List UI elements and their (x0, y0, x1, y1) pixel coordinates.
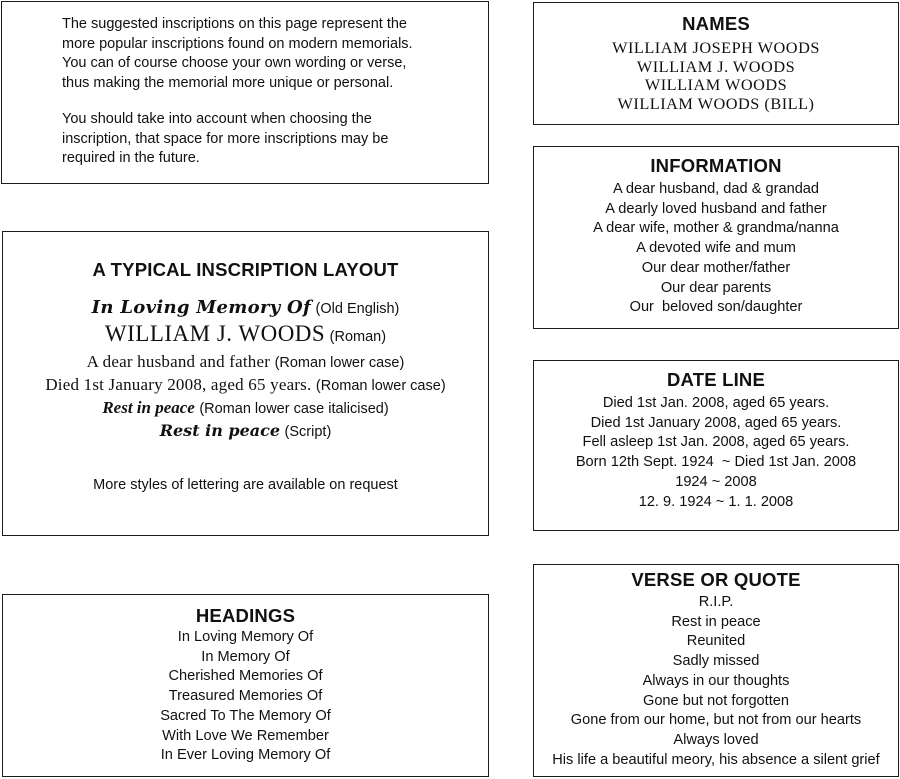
example-sample: In Loving Memory Of (91, 297, 312, 318)
list-item: Fell asleep 1st Jan. 2008, aged 65 years. (582, 434, 850, 451)
headings-list (3, 628, 488, 766)
list-item: 12. 9. 1924 ~ 1. 1. 2008 (638, 493, 794, 510)
headings-title: HEADINGS (195, 605, 296, 626)
list-item: In Memory Of (201, 648, 290, 665)
list-item: WILLIAM WOODS (644, 75, 788, 94)
list-item: Always in our thoughts (642, 672, 790, 689)
names-title: NAMES (682, 13, 750, 34)
list-item: Sadly missed (672, 653, 760, 670)
example-script (3, 420, 488, 443)
example-note: (Script) (284, 424, 332, 440)
information-list (534, 180, 898, 318)
example-roman-lower-1 (3, 351, 488, 374)
verse-or-quote-panel (533, 564, 899, 777)
list-item: WILLIAM WOODS (BILL) (617, 93, 815, 113)
intro-line: You can of course choose your own wording or verse, (62, 55, 407, 71)
intro-panel (1, 1, 489, 184)
example-roman-lower-2 (3, 374, 488, 397)
list-item: Our dear parents (660, 279, 772, 296)
list-item: WILLIAM JOSEPH WOODS (612, 38, 820, 57)
list-item: 1924 ~ 2008 (675, 473, 757, 490)
list-item: WILLIAM J. WOODS (636, 56, 796, 76)
intro-paragraph-1 (62, 15, 488, 93)
names-panel (533, 2, 899, 125)
list-item: With Love We Remember (162, 727, 329, 744)
verse-or-quote-title: VERSE OR QUOTE (631, 569, 801, 590)
list-item: Always loved (673, 731, 759, 748)
typical-layout-title: A TYPICAL INSCRIPTION LAYOUT (92, 259, 399, 280)
example-note: (Old English) (315, 301, 400, 317)
list-item: A dearly loved husband and father (605, 200, 827, 217)
more-styles-note: More styles of lettering are available on request (93, 477, 398, 493)
example-note: (Roman lower case) (274, 355, 405, 371)
example-roman-italic (3, 397, 488, 420)
intro-line: You should take into account when choosing the (62, 111, 372, 127)
list-item: His life a beautiful meory, his absence a silent grief (552, 751, 880, 768)
example-note: (Roman lower case italicised) (199, 401, 389, 417)
example-sample: A dear husband and father (86, 352, 271, 371)
example-sample: Rest in peace (102, 398, 195, 417)
intro-line: thus making the memorial more unique or personal. (62, 74, 394, 91)
headings-panel (2, 594, 489, 777)
names-list (534, 39, 898, 113)
list-item: Gone from our home, but not from our hearts (570, 712, 862, 729)
example-sample: WILLIAM J. WOODS (104, 321, 326, 346)
list-item: Died 1st January 2008, aged 65 years. (590, 414, 842, 431)
list-item: Died 1st Jan. 2008, aged 65 years. (602, 395, 830, 411)
example-note: (Roman lower case) (315, 378, 446, 394)
example-note: (Roman) (329, 329, 387, 345)
list-item: Treasured Memories Of (168, 688, 323, 705)
list-item: A devoted wife and mum (636, 240, 796, 257)
intro-line: inscription, that space for more inscriptions may be (62, 130, 389, 147)
intro-paragraph-2 (62, 110, 488, 169)
list-item: Rest in peace (671, 613, 761, 630)
intro-line: The suggested inscriptions on this page represent the (62, 16, 407, 32)
information-title: INFORMATION (650, 155, 782, 176)
date-line-panel (533, 360, 899, 531)
list-item: Gone but not forgotten (642, 692, 790, 709)
example-sample: Rest in peace (159, 421, 281, 440)
list-item: Cherished Memories Of (168, 668, 323, 685)
date-line-title: DATE LINE (666, 369, 766, 390)
list-item: R.I.P. (698, 594, 734, 610)
example-roman (3, 320, 488, 351)
example-old-english (3, 297, 488, 320)
list-item: Our beloved son/daughter (629, 299, 803, 316)
intro-line: required in the future. (62, 150, 200, 166)
intro-line: more popular inscriptions found on modern memorials. (62, 35, 413, 52)
information-panel (533, 146, 899, 329)
list-item: Our dear mother/father (641, 259, 791, 276)
list-item: Born 12th Sept. 1924 ~ Died 1st Jan. 2008 (575, 454, 857, 471)
example-sample: Died 1st January 2008, aged 65 years. (45, 375, 312, 394)
list-item: Reunited (686, 633, 746, 650)
verse-list (534, 593, 898, 770)
date-line-list (534, 394, 898, 512)
list-item: In Loving Memory Of (177, 629, 314, 645)
list-item: A dear wife, mother & grandma/nanna (593, 220, 839, 237)
list-item: In Ever Loving Memory Of (160, 747, 331, 764)
list-item: A dear husband, dad & grandad (612, 181, 820, 197)
list-item: Sacred To The Memory Of (160, 707, 331, 724)
typical-layout-panel (2, 231, 489, 536)
